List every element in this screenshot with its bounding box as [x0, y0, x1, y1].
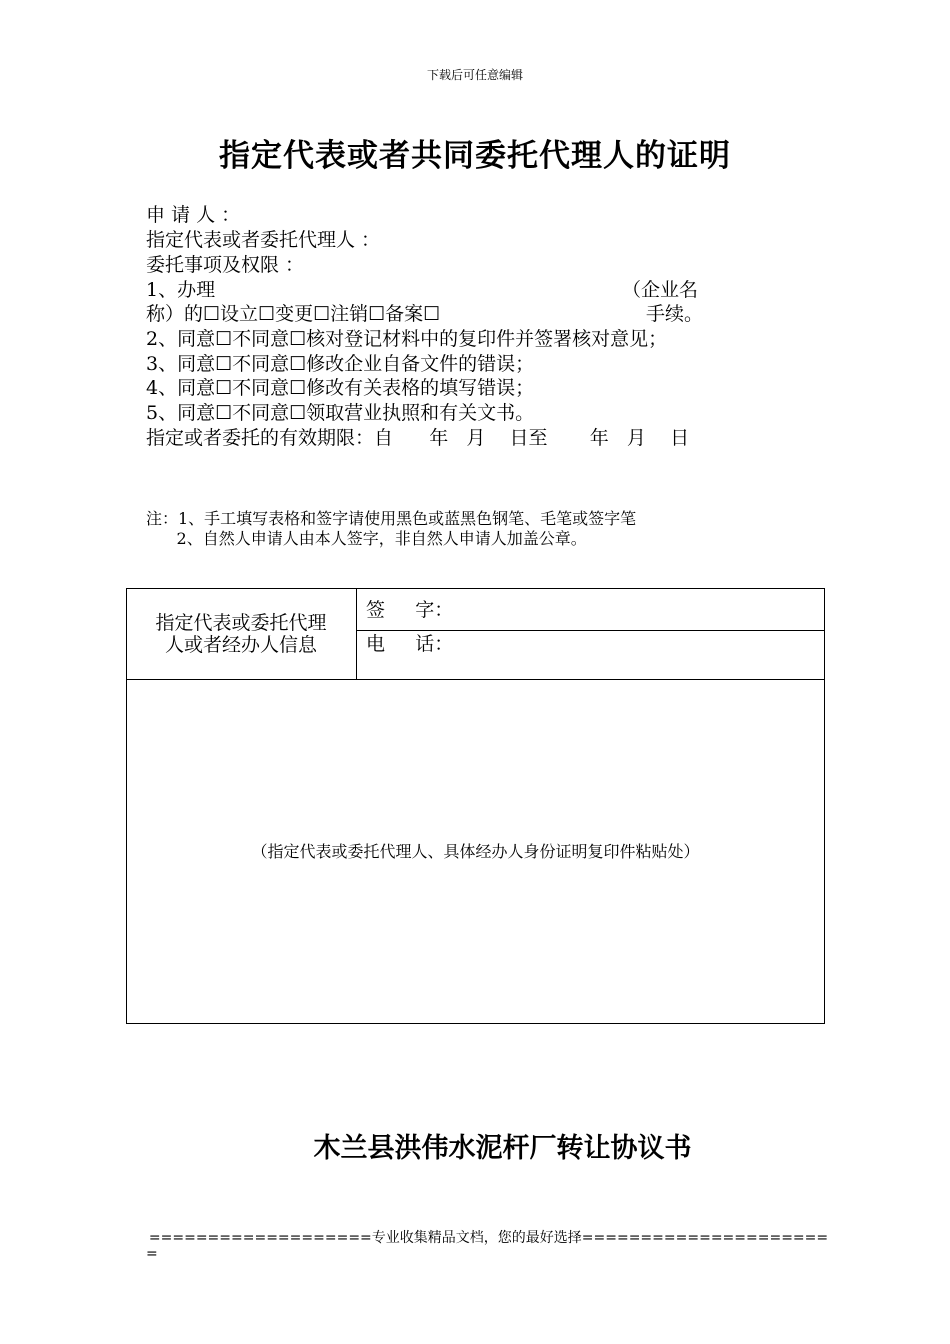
item-4: 4、同意☐不同意☐修改有关表格的填写错误；	[146, 377, 535, 399]
item-1-options: 称）的☐设立☐变更☐注销☐备案☐	[146, 303, 441, 325]
header-note: 下载后可任意编辑	[426, 68, 523, 82]
phone-label: 电 话：	[366, 633, 454, 655]
footer-line-1: ===================专业收集精品文档，您的最好选择=====================	[140, 1230, 829, 1246]
item-5: 5、同意☐不同意☐领取营业执照和有关文书。	[146, 402, 535, 424]
applicant-field: 申 请 人 ：	[146, 204, 241, 226]
table-divider-sign-phone	[356, 630, 825, 631]
footer-line-2: =	[146, 1246, 158, 1262]
item-1-company-name-label: （企业名	[622, 279, 699, 301]
table-divider-horizontal	[126, 679, 825, 680]
second-document-title: 木兰县洪伟水泥杆厂转让协议书	[313, 1133, 692, 1164]
id-copy-paste-area: （指定代表或委托代理人、具体经办人身份证明复印件粘贴处）	[251, 842, 700, 861]
matters-field: 委托事项及权限 ：	[146, 254, 305, 276]
table-left-label-2: 人或者经办人信息	[164, 634, 317, 656]
item-2: 2、同意☐不同意☐核对登记材料中的复印件并签署核对意见；	[146, 328, 668, 350]
item-1-start: 1、办理	[146, 279, 216, 301]
note-line-1: 注：1、手工填写表格和签字请使用黑色或蓝黑色钢笔、毛笔或签字笔	[146, 509, 637, 528]
validity-period: 指定或者委托的有效期限：自 年 月 日至 年 月 日	[146, 427, 690, 449]
page-title: 指定代表或者共同委托代理人的证明	[219, 138, 731, 174]
item-1-end: 手续。	[646, 303, 704, 325]
table-left-label-1: 指定代表或委托代理	[155, 612, 327, 634]
item-3: 3、同意☐不同意☐修改企业自备文件的错误；	[146, 353, 535, 375]
sign-label: 签 字：	[366, 599, 454, 621]
agent-field: 指定代表或者委托代理人 ：	[146, 229, 381, 251]
note-line-2: 2、自然人申请人由本人签字，非自然人申请人加盖公章。	[146, 529, 587, 548]
table-divider-vertical	[356, 588, 357, 680]
